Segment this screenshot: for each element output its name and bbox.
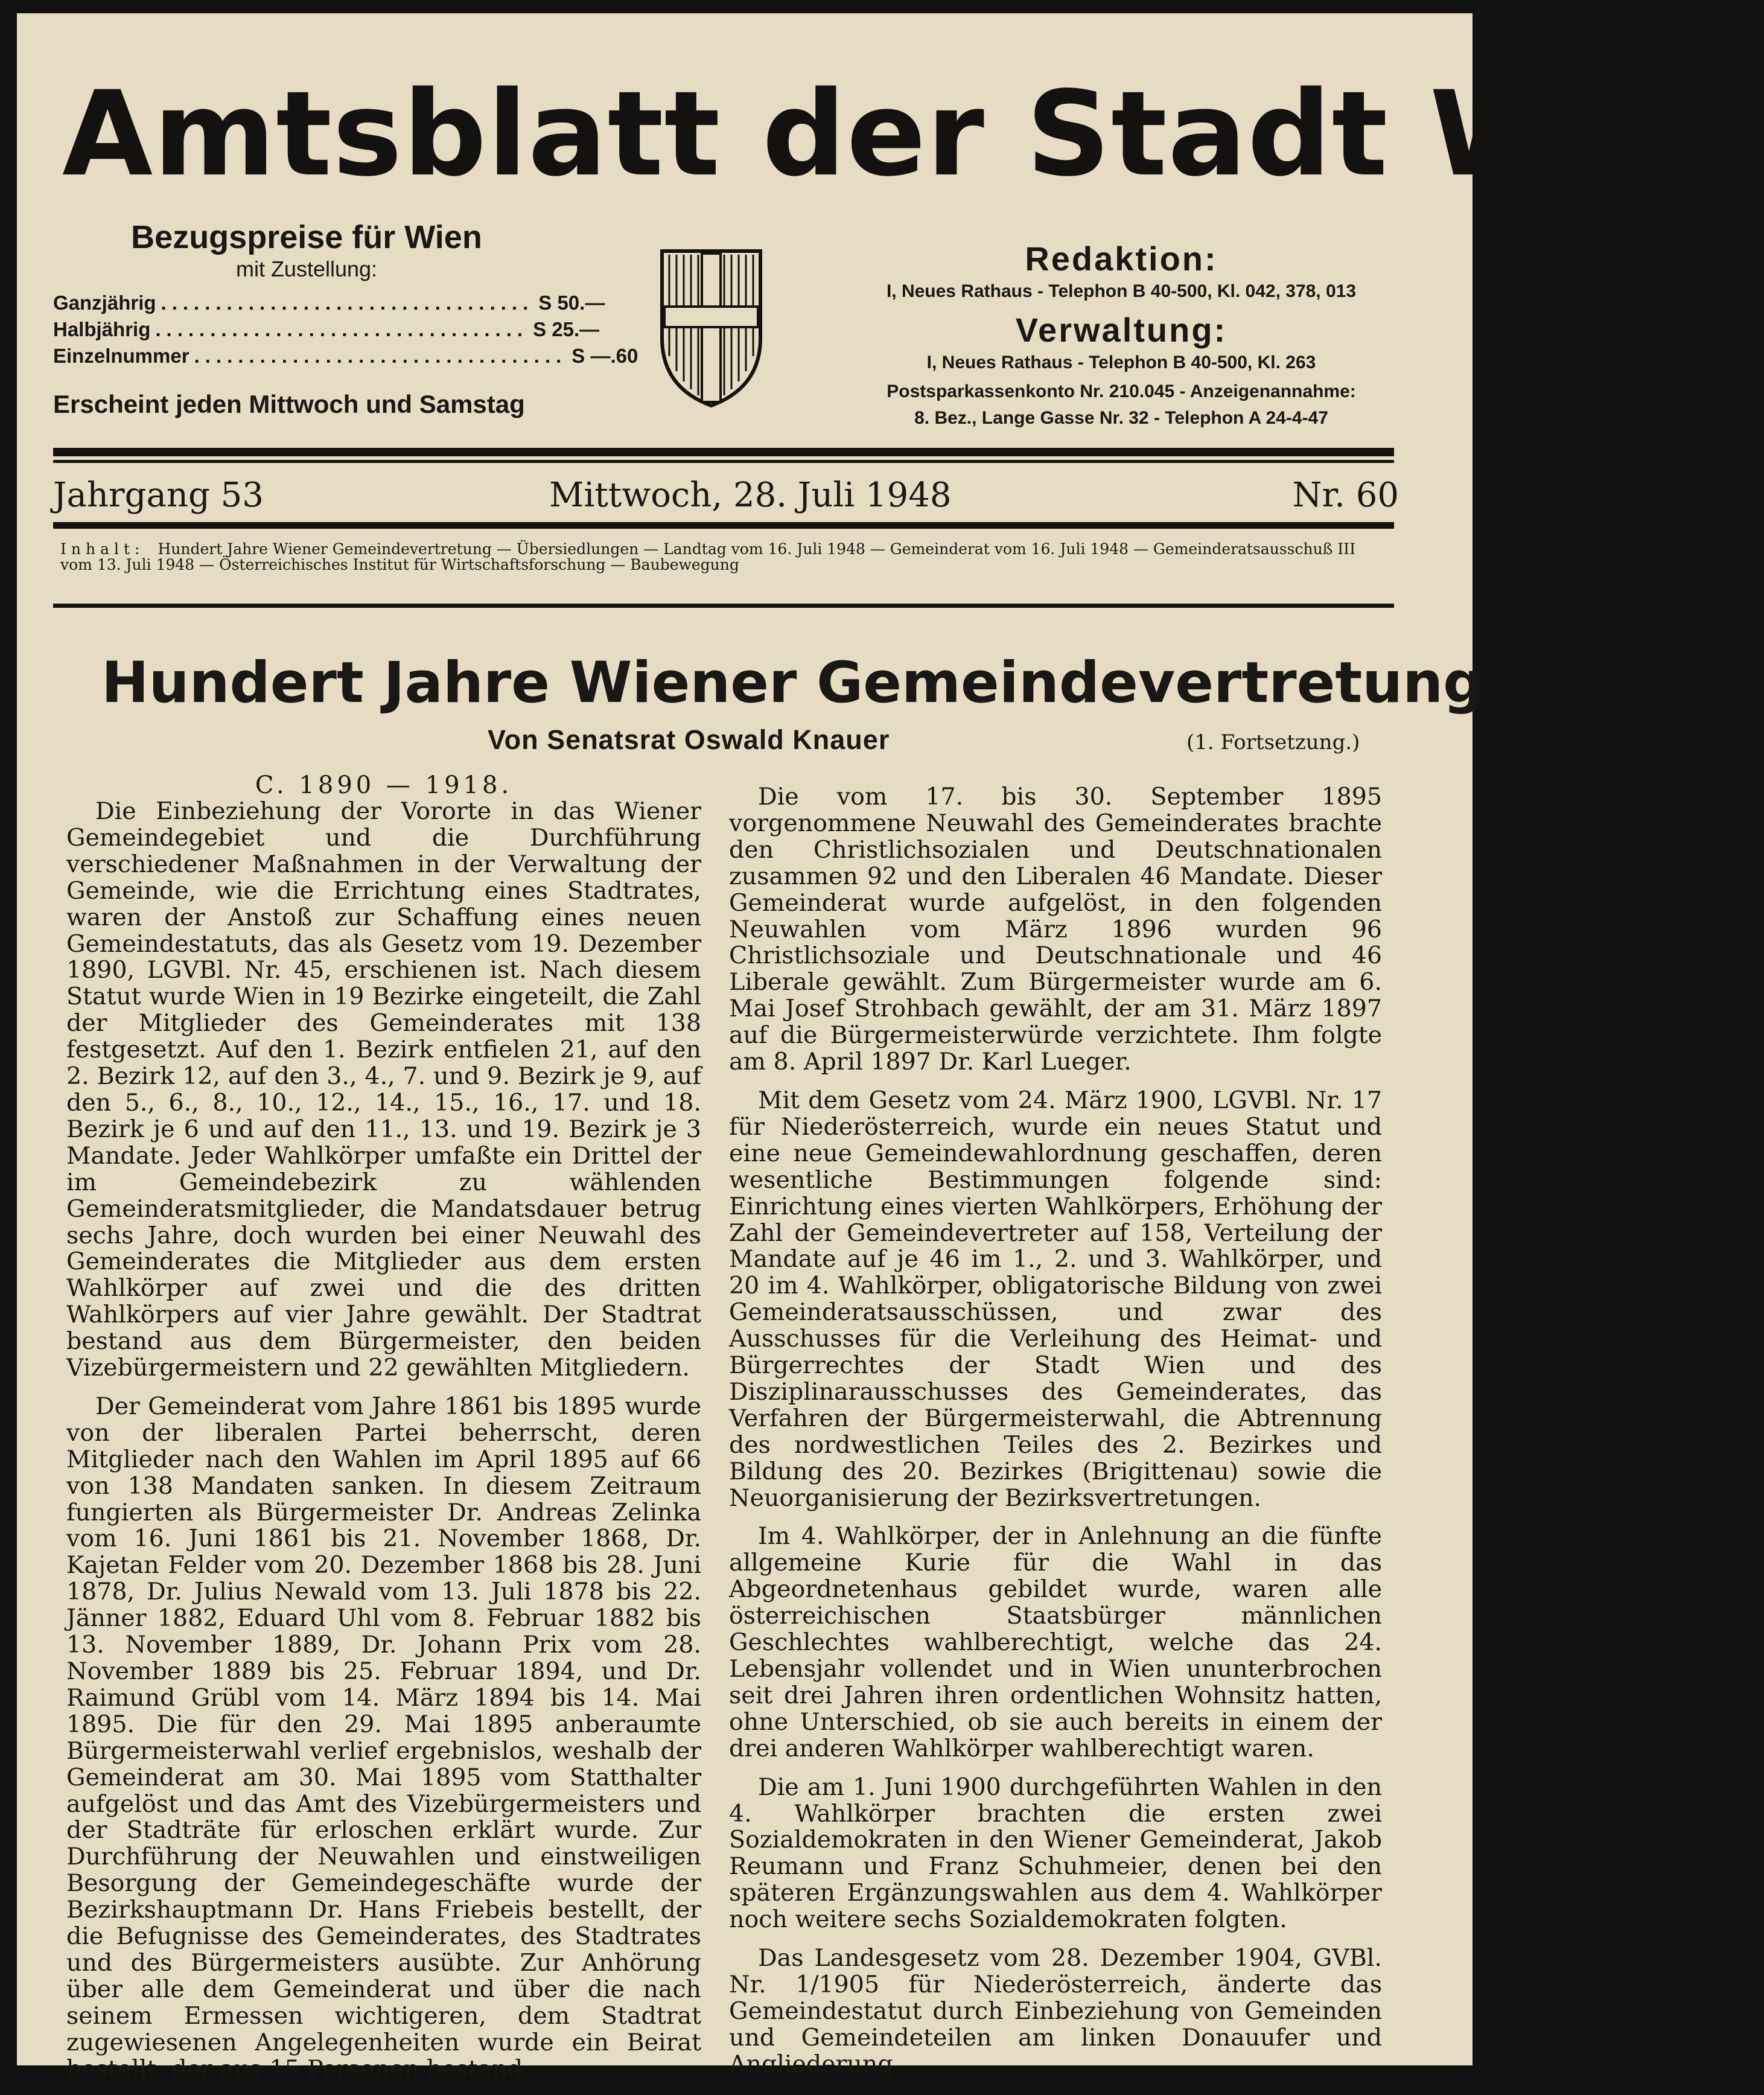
- postsparkasse-line: Postsparkassenkonto Nr. 210.045 - Anzeigenannahme:: [887, 381, 1356, 401]
- paragraph: Das Landesgesetz vom 28. Dezember 1904, GVBl. Nr. 1/1905 für Niederösterreich, änderte das Gemeindestatut durch Einbeziehung von Gemeinden und Gemeindeteilen am linken Donauufer und Angliederung: [729, 1944, 1382, 2078]
- address-line: 8. Bez., Lange Gasse Nr. 32 - Telephon A 24-4-47: [914, 408, 1328, 428]
- price-label: Halbjährig: [53, 318, 151, 340]
- vienna-coat-of-arms-icon: [658, 247, 764, 409]
- verwaltung-title: Verwaltung:: [1015, 311, 1227, 349]
- contents-text: Hundert Jahre Wiener Gemeindevertretung — Übersiedlungen — Landtag vom 16. Juli 1948 — Gemeinderat vom 16. Juli 1948 — Gemeinderatsausschuß III vom 13. Juli 1948 — Österreichisches Institut für Wirtschaftsforschung — Baubewegung: [60, 540, 1355, 573]
- masthead-title: Amtsblatt der Stadt Wien: [62, 66, 1764, 202]
- price-label: Ganzjährig: [53, 292, 156, 314]
- paragraph: Die vom 17. bis 30. September 1895 vorgenommene Neuwahl des Gemeinderates brachte den Christlichsozialen und Deutschnationalen zusammen 92 und den Liberalen 46 Mandate. Dieser Gemeinderat wurde aufgelöst, in den folgenden Neuwahlen vom März 1896 wurden 96 Christlichsoziale und Deutschnationale und 46 Liberale gewählt. Zum Bürgermeister wurde am 6. Mai Josef Strohbach gewählt, der am 31. März 1897 auf die Bürgermeisterwürde verzichtete. Ihm folgte am 8. April 1897 Dr. Karl Lueger.: [729, 783, 1382, 1076]
- section-heading: C. 1890 — 1918.: [255, 771, 513, 799]
- price-row: Einzelnummer .................................. S —.60: [53, 343, 572, 369]
- divider-rule: [53, 522, 1394, 529]
- issue-number: Nr. 60: [1292, 476, 1399, 515]
- article-column-left: [66, 772, 701, 2095]
- subscription-subtitle: mit Zustellung:: [235, 257, 378, 281]
- article-headline: Hundert Jahre Wiener Gemeindevertretung: [101, 650, 1484, 716]
- publication-schedule: Erscheint jeden Mittwoch und Samstag: [53, 390, 525, 418]
- price-label: Einzelnummer: [53, 345, 189, 367]
- subscription-title: Bezugspreise für Wien: [131, 219, 482, 255]
- issue-date: Mittwoch, 28. Juli 1948: [549, 476, 952, 515]
- divider-rule: [53, 448, 1394, 456]
- price-row: Ganzjährig .................................. S 50.—: [53, 290, 572, 316]
- price-value: S —.60: [572, 345, 638, 367]
- paragraph: Der Gemeinderat vom Jahre 1861 bis 1895 wurde von der liberalen Partei beherrscht, deren Mitglieder nach den Wahlen im April 1895 auf 66 von 138 Mandaten sanken. In diesem Zeitraum fungierten als Bürgermeister Dr. Andreas Zelinka vom 16. Juni 1861 bis 21. November 1868, Dr. Kajetan Felder vom 20. Dezember 1868 bis 28. Juni 1878, Dr. Julius Newald vom 13. Juli 1878 bis 22. Jänner 1882, Eduard Uhl vom 8. Februar 1882 bis 13. November 1889, Dr. Johann Prix vom 28. November 1889 bis 25. Februar 1894, und Dr. Raimund Grübl vom 14. März 1894 bis 14. Mai 1895. Die für den 29. Mai 1895 anberaumte Bürgermeisterwahl verlief ergebnislos, weshalb der Gemeinderat am 30. Mai 1895 vom Statthalter aufgelöst und das Amt des Vizebürgermeisters und der Stadträte für erloschen erklärt wurde. Zur Durchführung der Neuwahlen und einstweiligen Besorgung der Gemeindegeschäfte wurde der Bezirkshauptmann Dr. Hans Friebeis bestellt, der die Befugnisse des Gemeinderates, des Stadtrates und des Bürgermeisters ausübte. Zur Anhörung über alle dem Gemeinderat und über die nach seinem Ermessen wichtigeren, dem Stadtrat zugewiesenen Angelegenheiten wurde ein Beirat bestellt, der aus 15 Personen bestand.: [66, 1392, 701, 2083]
- paragraph: Im 4. Wahlkörper, der in Anlehnung an die fünfte allgemeine Kurie für die Wahl in das Abgeordnetenhaus gebildet wurde, waren alle österreichischen Staatsbürger männlichen Geschlechtes wahlberechtigt, welche das 24. Lebensjahr vollendet und in Wien ununterbrochen seit drei Jahren ihren ordentlichen Wohnsitz hatten, ohne Unterschied, ob sie auch bereits in einem der drei anderen Wahlkörper wahlberechtigt waren.: [729, 1522, 1382, 1762]
- editorial-box: [850, 240, 1393, 432]
- newspaper-page: [17, 13, 1764, 2083]
- paragraph: Mit dem Gesetz vom 24. März 1900, LGVBl. Nr. 17 für Niederösterreich, wurde ein neues Statut und eine neue Gemeindewahlordnung geschaffen, deren wesentliche Bestimmungen folgende sind: Einrichtung eines vierten Wahlkörpers, Erhöhung der Zahl der Gemeindevertreter auf 158, Verteilung der Mandate auf je 46 im 1., 2. und 3. Wahlkörper, und 20 im 4. Wahlkörper, obligatorische Bildung von zwei Gemeinderatsausschüssen, und zwar des Ausschusses für die Verleihung des Heimat- und Bürgerrechtes der Stadt Wien und des Disziplinarausschusses des Gemeinderates, das Verfahren der Bürgermeisterwahl, die Abtrennung des nordwestlichen Teiles des 2. Bezirkes und Bildung des 20. Bezirkes (Brigittenau) sowie die Neuorganisierung der Bezirksvertretungen.: [729, 1086, 1382, 1512]
- paragraph: Die Einbeziehung der Vororte in das Wiener Gemeindegebiet und die Durchführung verschiedener Maßnahmen in der Verwaltung der Gemeinde, wie die Errichtung eines Stadtrates, waren der Anstoß zur Schaffung eines neuen Gemeindestatuts, das als Gesetz vom 19. Dezember 1890, LGVBl. Nr. 45, erschienen ist. Nach diesem Statut wurde Wien in 19 Bezirke eingeteilt, die Zahl der Mitglieder des Gemeinderates mit 138 festgesetzt. Auf den 1. Bezirk entfielen 21, auf den 2. Bezirk 12, auf den 3., 4., 7. und 9. Bezirk je 9, auf den 5., 6., 8., 10., 12., 14., 15., 16., 17. und 18. Bezirk je 6 und auf den 11., 13. und 19. Bezirk je 3 Mandate. Jeder Wahlkörper umfaßte ein Drittel der im Gemeindebezirk zu wählenden Gemeinderatsmitglieder, die Mandatsdauer betrug sechs Jahre, doch wurden bei einer Neuwahl des Gemeinderates die Mitglieder aus dem ersten Wahlkörper auf zwei und die des dritten Wahlkörpers auf vier Jahre gewählt. Der Stadtrat bestand aus dem Bürgermeister, den beiden Vizebürgermeistern und 22 gewählten Mitgliedern.: [66, 797, 701, 1382]
- contents-label: Inhalt:: [60, 540, 145, 558]
- divider-rule: [53, 460, 1394, 463]
- price-value: S 25.—: [533, 318, 600, 340]
- article-column-right: [729, 784, 1382, 2090]
- redaktion-title: Redaktion:: [1025, 240, 1218, 278]
- verwaltung-contact: I, Neues Rathaus - Telephon B 40-500, Kl. 263: [926, 352, 1316, 372]
- subscription-box: [53, 218, 638, 419]
- continuation-note: (1. Fortsetzung.): [1186, 730, 1360, 754]
- issue-info-row: [53, 476, 1399, 519]
- volume-label: Jahrgang 53: [53, 476, 264, 515]
- table-of-contents: [60, 541, 1382, 573]
- redaktion-contact: I, Neues Rathaus - Telephon B 40-500, Kl. 042, 378, 013: [886, 281, 1357, 301]
- price-value: S 50.—: [538, 292, 605, 314]
- article-byline: Von Senatsrat Oswald Knauer: [488, 724, 890, 755]
- divider-rule: [53, 604, 1394, 608]
- price-row: Halbjährig .................................. S 25.—: [53, 316, 572, 343]
- paragraph: Die am 1. Juni 1900 durchgeführten Wahlen in den 4. Wahlkörper brachten die ersten zwei Sozialdemokraten in den Wiener Gemeinderat, Jakob Reumann und Franz Schuhmeier, denen bei den späteren Ergänzungswahlen aus dem 4. Wahlkörper noch weitere sechs Sozialdemokraten folgten.: [729, 1773, 1382, 1934]
